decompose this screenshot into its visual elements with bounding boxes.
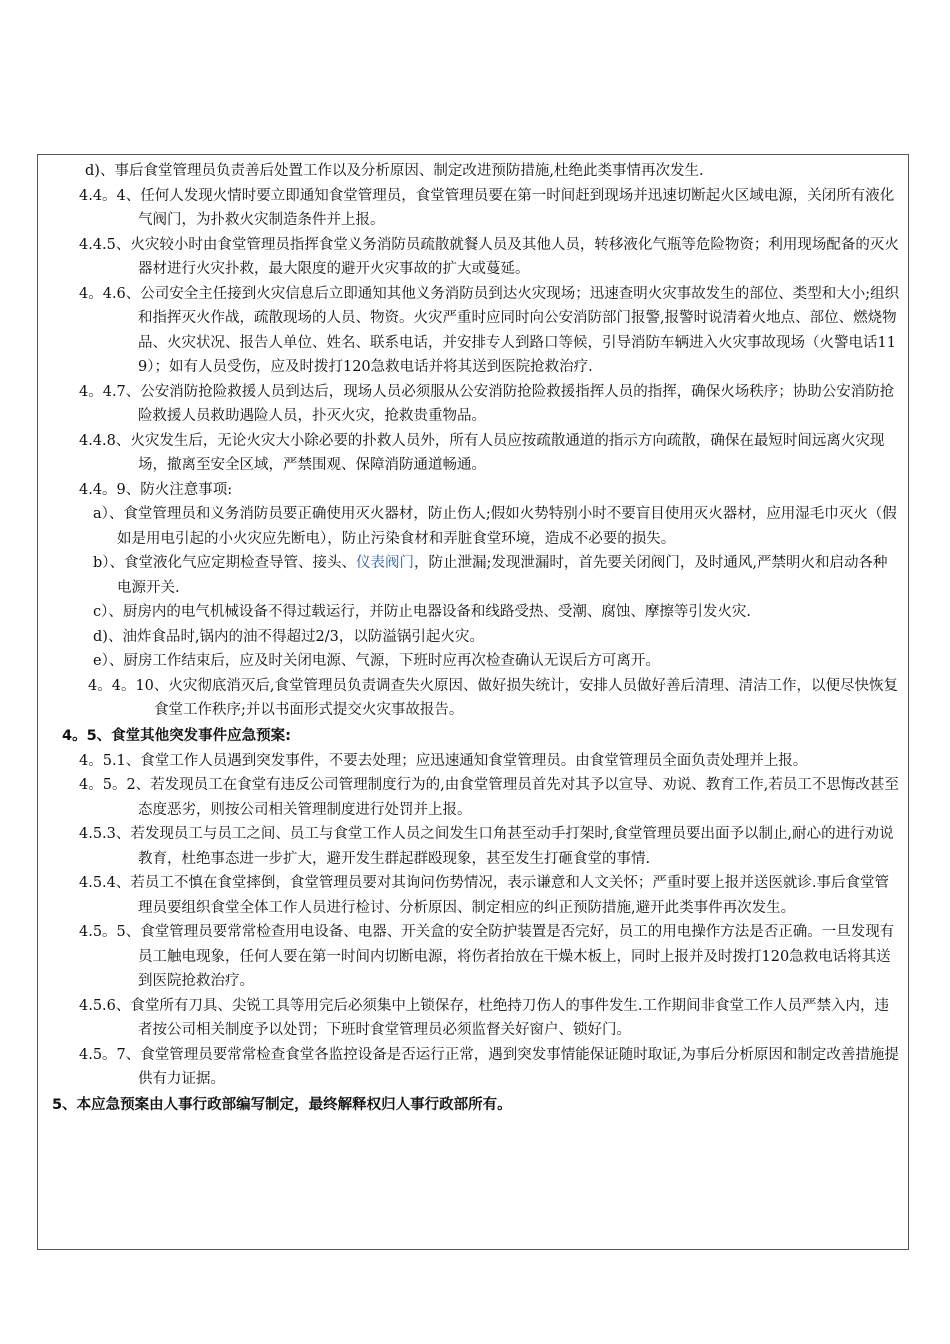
paragraph-4-4-6: 4。4.6、公司安全主任接到火灾信息后立即通知其他义务消防员到达火灾现场；迅速查明火灾事故发生的部位、类型和大小;组织和指挥灭火作战，疏散现场的人员、物资。火灾严重时应同时向公安消防部门报警,报警时说清着火地点、部位、燃烧物品、火灾状况、报告人单位、姓名、联系电话，并安排专人到路口等候，引导消防车辆进入火灾事故现场（火警电话119）；如有人员受伤，应及时拨打120急救电话并将其送到医院抢救治疗. xyxy=(79,285,900,375)
paragraph-4-5-1: 4。5.1、食堂工作人员遇到突发事件，不要去处理；应迅速通知食堂管理员。由食堂管理员全面负责处理并上报。 xyxy=(79,752,808,769)
fire-note-a: a）、食堂管理员和义务消防员要正确使用灭火器材，防止伤人;假如火势特别小时不要盲目使用灭火器材，应用湿毛巾灭火（假如是用电引起的小火灾应先断电），防止污染食材和弄脏食堂环境，造成不必要的损失。 xyxy=(93,506,897,547)
document-body xyxy=(38,159,908,1118)
fire-note-d: d)、油炸食品时,锅内的油不得超过2/3，以防溢锅引起火灾。 xyxy=(93,628,484,645)
paragraph-4-5-2: 4。5。2、若发现员工在食堂有违反公司管理制度行为的,由食堂管理员首先对其予以宣导、劝说、教育工作,若员工不思悔改甚至态度恶劣，则按公司相关管理制度进行处罚并上报。 xyxy=(79,777,899,818)
fire-note-e: e）、厨房工作结束后，应及时关闭电源、气源，下班时应再次检查确认无误后方可离开。 xyxy=(93,653,660,669)
section-heading-5: 5、本应急预案由人事行政部编写制定，最终解释权归人事行政部所有。 xyxy=(52,1096,512,1113)
paragraph-4-4-4: 4.4。4、任何人发现火情时要立即通知食堂管理员，食堂管理员要在第一时间赶到现场并迅速切断起火区域电源，关闭所有液化气阀门，为扑救火灾制造条件并上报。 xyxy=(79,187,895,228)
paragraph-4-5-5: 4.5。5、食堂管理员要常常检查用电设备、电器、开关盒的安全防护装置是否完好，员工的用电操作方法是否正确。一旦发现有员工触电现象，任何人要在第一时间内切断电源，将伤者抬放在干燥木板上，同时上报并及时拨打120急救电话将其送到医院抢救治疗。 xyxy=(79,924,895,989)
fire-note-c: c）、厨房内的电气机械设备不得过载运行，并防止电器设备和线路受热、受潮、腐蚀、摩擦等引发火灾. xyxy=(93,604,751,620)
fire-note-b xyxy=(38,551,908,600)
fire-note-b-pre: b）、食堂液化气应定期检查导管、接头、 xyxy=(93,555,357,571)
document-frame xyxy=(37,154,909,1250)
paragraph-4-5-6: 4.5.6、食堂所有刀具、尖锐工具等用完后必须集中上锁保存，杜绝持刀伤人的事件发生.工作期间非食堂工作人员严禁入内，违者按公司相关制度予以处罚；下班时食堂管理员必须监督关好窗户、锁好门。 xyxy=(79,997,889,1038)
fire-note-b-post: ，防止泄漏;发现泄漏时，首先要关闭阀门，及时通风,严禁明火和启动各种电源开关. xyxy=(117,555,888,596)
paragraph-4-4-10: 4。4。10、火灾彻底消灭后,食堂管理员负责调查失火原因、做好损失统计，安排人员做好善后清理、清洁工作，以便尽快恢复食堂工作秩序;并以书面形式提交火灾事故报告。 xyxy=(88,677,899,718)
instrument-valve-link[interactable]: 仪表阀门 xyxy=(356,555,415,571)
paragraph-4-4-7: 4。4.7、公安消防抢险救援人员到达后，现场人员必须服从公安消防抢险救援指挥人员的指挥，确保火场秩序；协助公安消防抢险救援人员救助遇险人员，扑灭火灾，抢救贵重物品。 xyxy=(79,383,895,424)
paragraph-4-5-3: 4.5.3、若发现员工与员工之间、员工与食堂工作人员之间发生口角甚至动手打架时,食堂管理员要出面予以制止,耐心的进行劝说教育，杜绝事态进一步扩大，避开发生群起群殴现象，甚至发生打砸食堂的事情. xyxy=(79,826,894,867)
paragraph-4-4-5: 4.4.5、火灾较小时由食堂管理员指挥食堂义务消防员疏散就餐人员及其他人员，转移液化气瓶等危险物资；利用现场配备的灭火器材进行火灾扑救，最大限度的避开火灾事故的扩大或蔓延。 xyxy=(79,236,899,277)
section-heading-4-5: 4。5、食堂其他突发事件应急预案: xyxy=(62,727,291,744)
paragraph-4-4-8: 4.4.8、火灾发生后，无论火灾大小除必要的扑救人员外，所有人员应按疏散通道的指示方向疏散，确保在最短时间远离火灾现场，撤离至安全区域，严禁围观、保障消防通道畅通。 xyxy=(79,432,885,473)
paragraph-4-4-3-d: d)、事后食堂管理员负责善后处置工作以及分析原因、制定改进预防措施,杜绝此类事情再次发生. xyxy=(85,163,704,179)
paragraph-4-4-9: 4.4。9、防火注意事项: xyxy=(79,481,233,498)
paragraph-4-5-7: 4.5。7、食堂管理员要常常检查食堂各监控设备是否运行正常，遇到突发事情能保证随时取证,为事后分析原因和制定改善措施提供有力证据。 xyxy=(79,1046,899,1087)
paragraph-4-5-4: 4.5.4、若员工不慎在食堂摔倒，食堂管理员要对其询问伤势情况，表示谦意和人文关怀；严重时要上报并送医就诊.事后食堂管理员要组织食堂全体工作人员进行检讨、分析原因、制定相应的纠正预防措施,避开此类事件再次发生。 xyxy=(79,875,889,916)
